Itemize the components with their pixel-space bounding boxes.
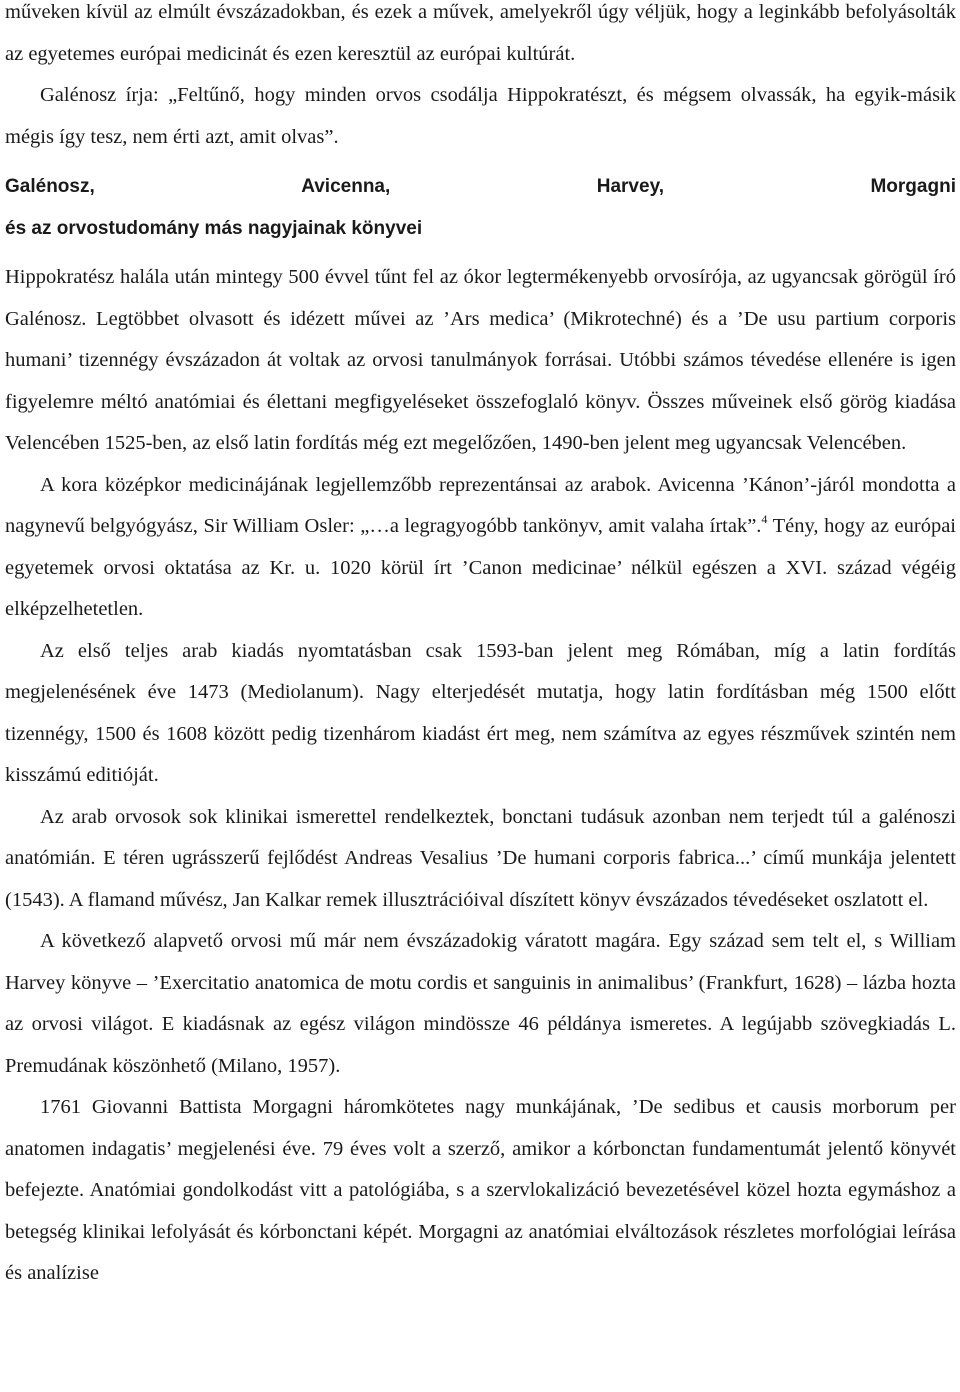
heading-word-galen: Galénosz, <box>5 176 95 197</box>
paragraph-vesalius: Az arab orvosok sok klinikai ismerettel rendelkeztek, bonctani tudásuk azonban nem terjedt túl a galénoszi anatómián. E téren ugrásszerű fejlődést Andreas Vesalius ’De humani corporis fabrica...’ című munkája jelentett (1543). A flamand művész, Jan Kalkar remek illusztrációival díszített könyv évszázados tévedéseket oszlatott el. <box>5 805 956 911</box>
paragraph-morgagni: 1761 Giovanni Battista Morgagni háromkötetes nagy munkájának, ’De sedibus et causis morborum per anatomen indagatis’ megjelenési éve. 79 éves volt a szerző, amikor a kórbonctan fundamentumát jelentő könyvét befejezte. Anatómiai gondolkodást vitt a patológiába, s a szervlokalizáció bevezetésével közel hozta egymáshoz a betegség klinikai lefolyását és kórbonctani képét. Morgagni az anatómiai elváltozások részletes morfológiai leírása és analízise <box>5 1096 956 1284</box>
avicenna-text-after: Tény, hogy az európai egyetemek orvosi oktatása az Kr. u. 1020 körül írt ’Canon medicinae’ nélkül egészen a XVI. század végéig elképzelhetetlen. <box>5 515 956 620</box>
paragraph-avicenna <box>5 465 956 631</box>
heading-word-avicenna: Avicenna, <box>301 176 391 197</box>
footnote-marker: 4 <box>761 512 768 526</box>
section-heading-subtitle: és az orvostudomány más nagyjainak könyvei <box>5 217 423 239</box>
document-page <box>5 0 956 1295</box>
paragraph-galen: Hippokratész halála után mintegy 500 évvel tűnt fel az ókor legtermékenyebb orvosírója, az ugyancsak görögül író Galénosz. Legtöbbet olvasott és idézett művei az ’Ars medica’ (Mikrotechné) és a ’De usu partium corporis humani’ tizennégy évszázadon át voltak az orvosi tanulmányok forrásai. Utóbbi számos tévedése ellenére is igen figyelemre méltó anatómiai és élettani megfigyeléseket összefoglaló könyv. Összes műveinek első görög kiadása Velencében 1525-ben, az első latin fordítás még ezt megelőzően, 1490-ben jelent meg ugyancsak Velencében. <box>5 266 956 454</box>
heading-word-morgagni: Morgagni <box>870 176 956 197</box>
intro-paragraph: műveken kívül az elmúlt évszázadokban, és ezek a művek, amelyekről úgy véljük, hogy a leginkább befolyásolták az egyetemes európai medicinát és ezen keresztül az európai kultúrát. <box>5 1 956 65</box>
heading-word-harvey: Harvey, <box>596 176 665 197</box>
paragraph-harvey: A következő alapvető orvosi mű már nem évszázadokig váratott magára. Egy század sem telt el, s William Harvey könyve – ’Exercitatio anatomica de motu cordis et sanguinis in animalibus’ (Frankfurt, 1628) – lázba hozta az orvosi világot. E kiadásnak az egész világon mindössze 46 példánya ismeretes. A legújabb szövegkiadás L. Premudának köszönhető (Milano, 1957). <box>5 930 956 1077</box>
paragraph-arab-edition: Az első teljes arab kiadás nyomtatásban csak 1593-ban jelent meg Rómában, míg a latin fordítás megjelenésének éve 1473 (Mediolanum). Nagy elterjedését mutatja, hogy latin fordításban még 1500 előtt tizennégy, 1500 és 1608 között pedig tizenhárom kiadást ért meg, nem számítva az egyes részművek szintén nem kisszámú editióját. <box>5 639 956 786</box>
avicenna-text-before: A kora középkor medicinájának legjellemzőbb reprezentánsai az arabok. Avicenna ’Kánon’-járól mondotta a nagynevű belgyógyász, Sir William Osler: „…a legragyogóbb tankönyv, amit valaha írtak”. <box>5 473 956 537</box>
galen-quote-paragraph: Galénosz írja: „Feltűnő, hogy minden orvos csodálja Hippokratészt, és mégsem olvassák, ha egyik-másik mégis így tesz, nem érti azt, amit olvas”. <box>5 84 956 148</box>
section-heading-names <box>5 166 956 208</box>
